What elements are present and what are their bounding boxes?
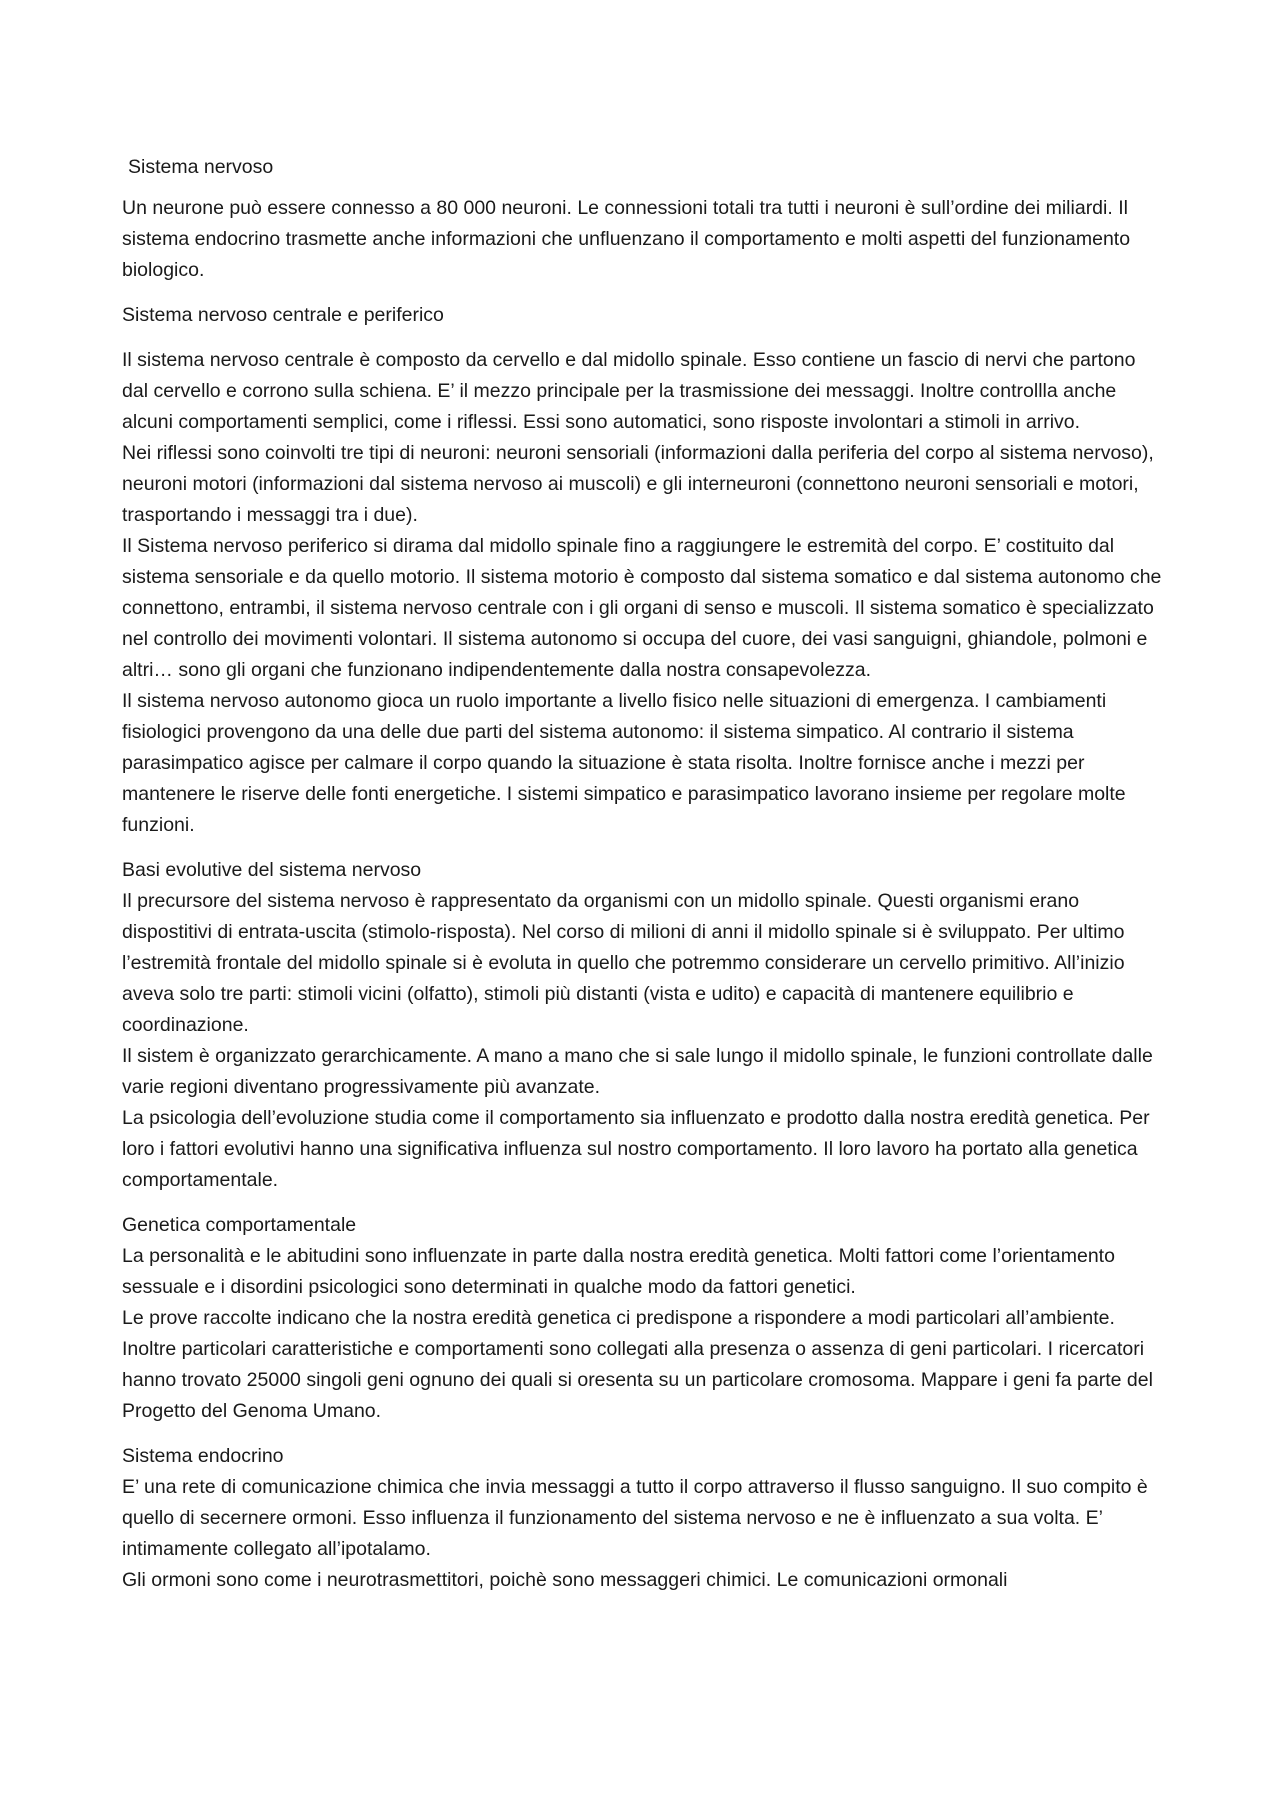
- paragraph: La psicologia dell’evoluzione studia come il comportamento sia influenzato e prodotto dalla nostra eredità genetica. Per loro i fattori evolutivi hanno una significativa influenza sul nostro comportamento. Il loro lavoro ha portato alla genetica comportamentale.: [122, 1107, 1150, 1191]
- section-heading-endocrine: Sistema endocrino: [122, 1445, 284, 1467]
- paragraph: Gli ormoni sono come i neurotrasmettitori, poichè sono messaggeri chimici. Le comunicazioni ormonali: [122, 1569, 1008, 1591]
- paragraph: La personalità e le abitudini sono influenzate in parte dalla nostra eredità genetica. Molti fattori come l’orientamento sessuale e i disordini psicologici sono determinati in qualche modo da fattori genetici.: [122, 1245, 1115, 1298]
- paragraph: Le prove raccolte indicano che la nostra eredità genetica ci predispone a rispondere a modi particolari all’ambiente. Inoltre particolari caratteristiche e comportamenti sono collegati alla presenza o assenza di geni particolari. I ricercatori hanno trovato 25000 singoli geni ognuno dei quali si oresenta su un particolare cromosoma. Mappare i geni fa parte del Progetto del Genoma Umano.: [122, 1307, 1153, 1422]
- section-heading-evolution: Basi evolutive del sistema nervoso: [122, 859, 422, 881]
- paragraph: Il precursore del sistema nervoso è rappresentato da organismi con un midollo spinale. Questi organismi erano dispostitivi di entrata-uscita (stimolo-risposta). Nel corso di milioni di anni il midollo spinale si è sviluppato. Per ultimo l’estremità frontale del midollo spinale si è evoluta in quello che potremmo considerare un cervello primitivo. All’inizio aveva solo tre parti: stimoli vicini (olfatto), stimoli più distanti (vista e udito) e capacità di mantenere equilibrio e coordinazione.: [122, 890, 1125, 1036]
- document-page: [122, 152, 1162, 1596]
- section-heading-genetics: Genetica comportamentale: [122, 1214, 357, 1236]
- paragraph: E’ una rete di comunicazione chimica che invia messaggi a tutto il corpo attraverso il flusso sanguigno. Il suo compito è quello di secernere ormoni. Esso influenza il funzionamento del sistema nervoso e ne è influenzato a sua volta. E’ intimamente collegato all’ipotalamo.: [122, 1476, 1148, 1560]
- paragraph: Il sistem è organizzato gerarchicamente. A mano a mano che si sale lungo il midollo spinale, le funzioni controllate dalle varie regioni diventano progressivamente più avanzate.: [122, 1045, 1153, 1098]
- paragraph: Nei riflessi sono coinvolti tre tipi di neuroni: neuroni sensoriali (informazioni dalla periferia del corpo al sistema nervoso), neuroni motori (informazioni dal sistema nervoso ai muscoli) e gli interneuroni (connettono neuroni sensoriali e motori, trasportando i messaggi tra i due).: [122, 442, 1154, 526]
- section-heading-central: Sistema nervoso centrale e periferico: [122, 304, 444, 326]
- paragraph: Il Sistema nervoso periferico si dirama dal midollo spinale fino a raggiungere le estremità del corpo. E’ costituito dal sistema sensoriale e da quello motorio. Il sistema motorio è composto dal sistema somatico e dal sistema autonomo che connettono, entrambi, il sistema nervoso centrale con i gli organi di senso e muscoli. Il sistema somatico è specializzato nel controllo dei movimenti volontari. Il sistema autonomo si occupa del cuore, dei vasi sanguigni, ghiandole, polmoni e altri… sono gli organi che funzionano indipendentemente dalla nostra consapevolezza.: [122, 535, 1162, 681]
- intro-paragraph: Un neurone può essere connesso a 80 000 neuroni. Le connessioni totali tra tutti i neuroni è sull’ordine dei miliardi. Il sistema endocrino trasmette anche informazioni che unfluenzano il comportamento e molti aspetti del funzionamento biologico.: [122, 197, 1131, 281]
- paragraph: Il sistema nervoso autonomo gioca un ruolo importante a livello fisico nelle situazioni di emergenza. I cambiamenti fisiologici provengono da una delle due parti del sistema autonomo: il sistema simpatico. Al contrario il sistema parasimpatico agisce per calmare il corpo quando la situazione è stata risolta. Inoltre fornisce anche i mezzi per mantenere le riserve delle fonti energetiche. I sistemi simpatico e parasimpatico lavorano insieme per regolare molte funzioni.: [122, 690, 1126, 836]
- document-title: Sistema nervoso: [128, 156, 274, 178]
- paragraph: Il sistema nervoso centrale è composto da cervello e dal midollo spinale. Esso contiene un fascio di nervi che partono dal cervello e corrono sulla schiena. E’ il mezzo principale per la trasmissione dei messaggi. Inoltre controllla anche alcuni comportamenti semplici, come i riflessi. Essi sono automatici, sono risposte involontari a stimoli in arrivo.: [122, 349, 1136, 433]
